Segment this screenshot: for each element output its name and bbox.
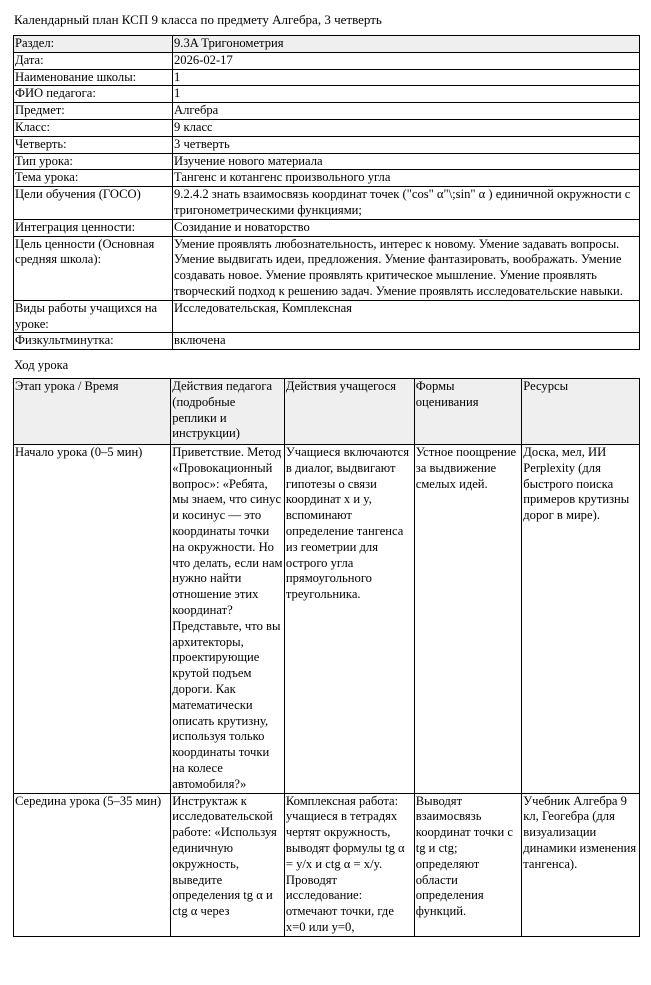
plan-cell: Учебник Алгебра 9 кл, Геогебра (для визуализации динамики изменения тангенса). [522,793,640,936]
info-row [14,69,640,86]
info-row [14,333,640,350]
info-value: 9.3A Тригонометрия [173,36,640,53]
info-row [14,170,640,187]
info-row [14,136,640,153]
info-value: 9 класс [173,119,640,136]
plan-cell: Инструктаж к исследовательской работе: «Используя единичную окружность, выведите определения tg α и ctg α через [171,793,285,936]
info-value: включена [173,333,640,350]
plan-column-header: Формы оценивания [414,379,522,445]
info-row [14,236,640,300]
plan-cell: Устное поощрение за выдвижение смелых идей. [414,445,522,794]
info-label: Виды работы учащихся на уроке: [14,300,173,333]
plan-column-header: Действия педагога (подробные реплики и инструкции) [171,379,285,445]
lesson-plan-table [13,378,640,937]
plan-cell: Приветствие. Метод «Провокационный вопрос»: «Ребята, мы знаем, что синус и косинус — это координаты точки на окружности. Но что делать, если нам нужно найти отношение этих координат? Представьте, что вы архитекторы, проектирующие крутой подъем дороги. Как математически описать крутизну, используя только координаты точки на колесе автомобиля?» [171,445,285,794]
lesson-progress-heading: Ход урока [14,358,69,372]
lesson-info-table [13,35,640,350]
info-row [14,103,640,120]
info-label: Цели обучения (ГОСО) [14,187,173,220]
plan-column-header: Этап урока / Время [14,379,171,445]
info-value: Созидание и новаторство [173,219,640,236]
info-label: Наименование школы: [14,69,173,86]
plan-row [14,445,640,794]
info-row [14,52,640,69]
plan-header-row [14,379,640,445]
info-value: 1 [173,69,640,86]
info-row [14,36,640,53]
info-label: Тип урока: [14,153,173,170]
plan-cell: Комплексная работа: учащиеся в тетрадях чертят окружность, выводят формулы tg α = y/x и ctg α = x/y. Проводят исследование: отмечают точки, где x=0 или y=0, [284,793,414,936]
info-label: ФИО педагога: [14,86,173,103]
info-value: 2026-02-17 [173,52,640,69]
info-value: Алгебра [173,103,640,120]
plan-row [14,793,640,936]
info-row [14,86,640,103]
plan-cell: Середина урока (5–35 мин) [14,793,171,936]
info-label: Предмет: [14,103,173,120]
info-value: Тангенс и котангенс произвольного угла [173,170,640,187]
info-label: Цель ценности (Основная средняя школа): [14,236,173,300]
info-value: 1 [173,86,640,103]
info-label: Физкультминутка: [14,333,173,350]
info-label: Тема урока: [14,170,173,187]
plan-column-header: Ресурсы [522,379,640,445]
info-row [14,187,640,220]
document-title: Календарный план КСП 9 класса по предмету Алгебра, 3 четверть [14,12,382,27]
info-value: Умение проявлять любознательность, интерес к новому. Умение задавать вопросы. Умение выдвигать идеи, предложения. Умение фантазировать, воображать. Умение создавать новое. Умение проявлять критическое мышление. Умение проявлять творческий подход к решению задач. Умение проявлять исследовательские навыки. [173,236,640,300]
info-row [14,119,640,136]
plan-cell: Учащиеся включаются в диалог, выдвигают гипотезы о связи координат x и y, вспоминают определение тангенса из геометрии для острого угла прямоугольного треугольника. [284,445,414,794]
plan-cell: Доска, мел, ИИ Perplexity (для быстрого поиска примеров крутизны дорог в мире). [522,445,640,794]
info-value: 9.2.4.2 знать взаимосвязь координат точек ("cos" α"\;sin" α ) единичной окружности с тригонометрическими функциями; [173,187,640,220]
plan-column-header: Действия учащегося [284,379,414,445]
info-value: Исследовательская, Комплексная [173,300,640,333]
info-row [14,300,640,333]
plan-cell: Выводят взаимосвязь координат точки с tg и ctg; определяют области определения функций. [414,793,522,936]
info-label: Класс: [14,119,173,136]
info-label: Раздел: [14,36,173,53]
info-label: Четверть: [14,136,173,153]
plan-cell: Начало урока (0–5 мин) [14,445,171,794]
info-row [14,219,640,236]
info-value: 3 четверть [173,136,640,153]
info-label: Дата: [14,52,173,69]
info-label: Интеграция ценности: [14,219,173,236]
info-value: Изучение нового материала [173,153,640,170]
info-row [14,153,640,170]
